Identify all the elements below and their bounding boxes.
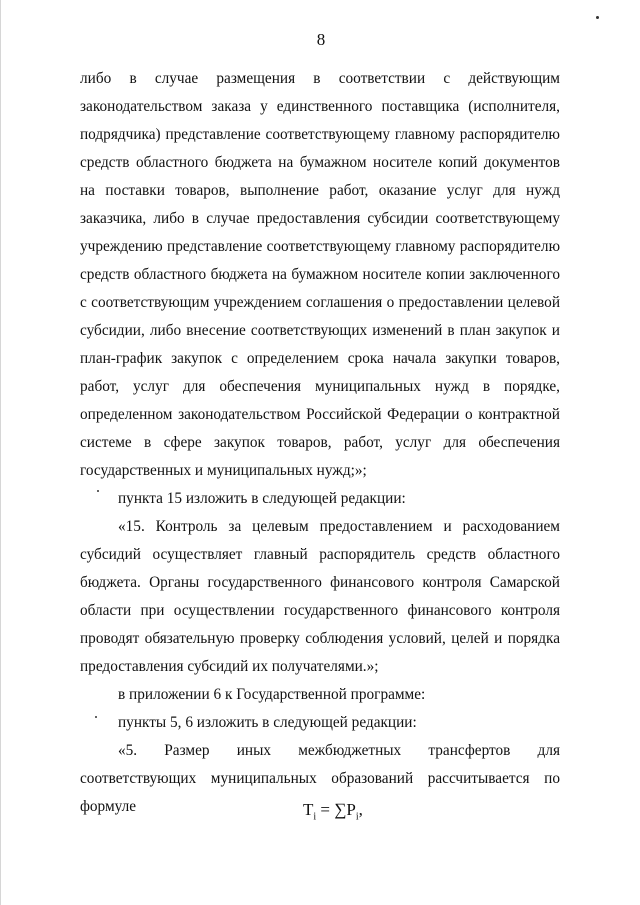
scan-speck: [97, 490, 99, 492]
formula-comma: ,: [358, 800, 363, 819]
paragraph-6: «5. Размер иных межбюджетных трансфертов для соответствующих муниципальных образований рассчитывается по формуле: [80, 742, 560, 815]
paragraph-5: пункты 5, 6 изложить в следующей редакции:: [118, 714, 417, 731]
formula-lhs-subscript: i: [313, 811, 317, 823]
paragraph-1: либо в случае размещения в соответствии с действующим законодательством заказа у единственного поставщика (исполнителя, подрядчика) представление соответствующему главному распорядителю средств областного бюджета на бумажном носителе копий документов на поставки товаров, выполнение работ, оказание услуг для нужд заказчика, либо в случае предоставления субсидии соответствующему учреждению представление соответствующему главному распорядителю средств областного бюджета на бумажном носителе копии заключенного с соответствующим учреждением соглашения о предоставлении целевой субсидии, либо внесение соответствующих изменений в план закупок и план-график закупок с определением срока начала закупки товаров, работ, услуг для обеспечения муниципальных нужд в порядке, определенном законодательством Российской Федерации о контрактной системе в сфере закупок товаров, работ, услуг для обеспечения государственных и муниципальных нужд;»;: [80, 70, 560, 479]
body-text: [80, 65, 560, 821]
formula-sum: = ∑P: [316, 800, 356, 819]
paragraph-3: «15. Контроль за целевым предоставлением и расходованием субсидий осуществляет главный распорядитель средств областного бюджета. Органы государственного финансового контроля Самарской области при осуществлении государственного финансового контроля проводят обязательную проверку соблюдения условий, целей и порядка предоставления субсидий их получателями.»;: [80, 518, 560, 675]
formula-rhs-subscript: i: [355, 811, 359, 823]
formula: [303, 800, 363, 822]
scan-speck: [95, 716, 97, 718]
page-number: 8: [316, 30, 326, 49]
paragraph-4: в приложении 6 к Государственной программе:: [118, 686, 426, 703]
formula-lhs: T: [303, 800, 314, 819]
paragraph-2: пункта 15 изложить в следующей редакции:: [118, 490, 406, 507]
scan-speck: [596, 16, 599, 19]
